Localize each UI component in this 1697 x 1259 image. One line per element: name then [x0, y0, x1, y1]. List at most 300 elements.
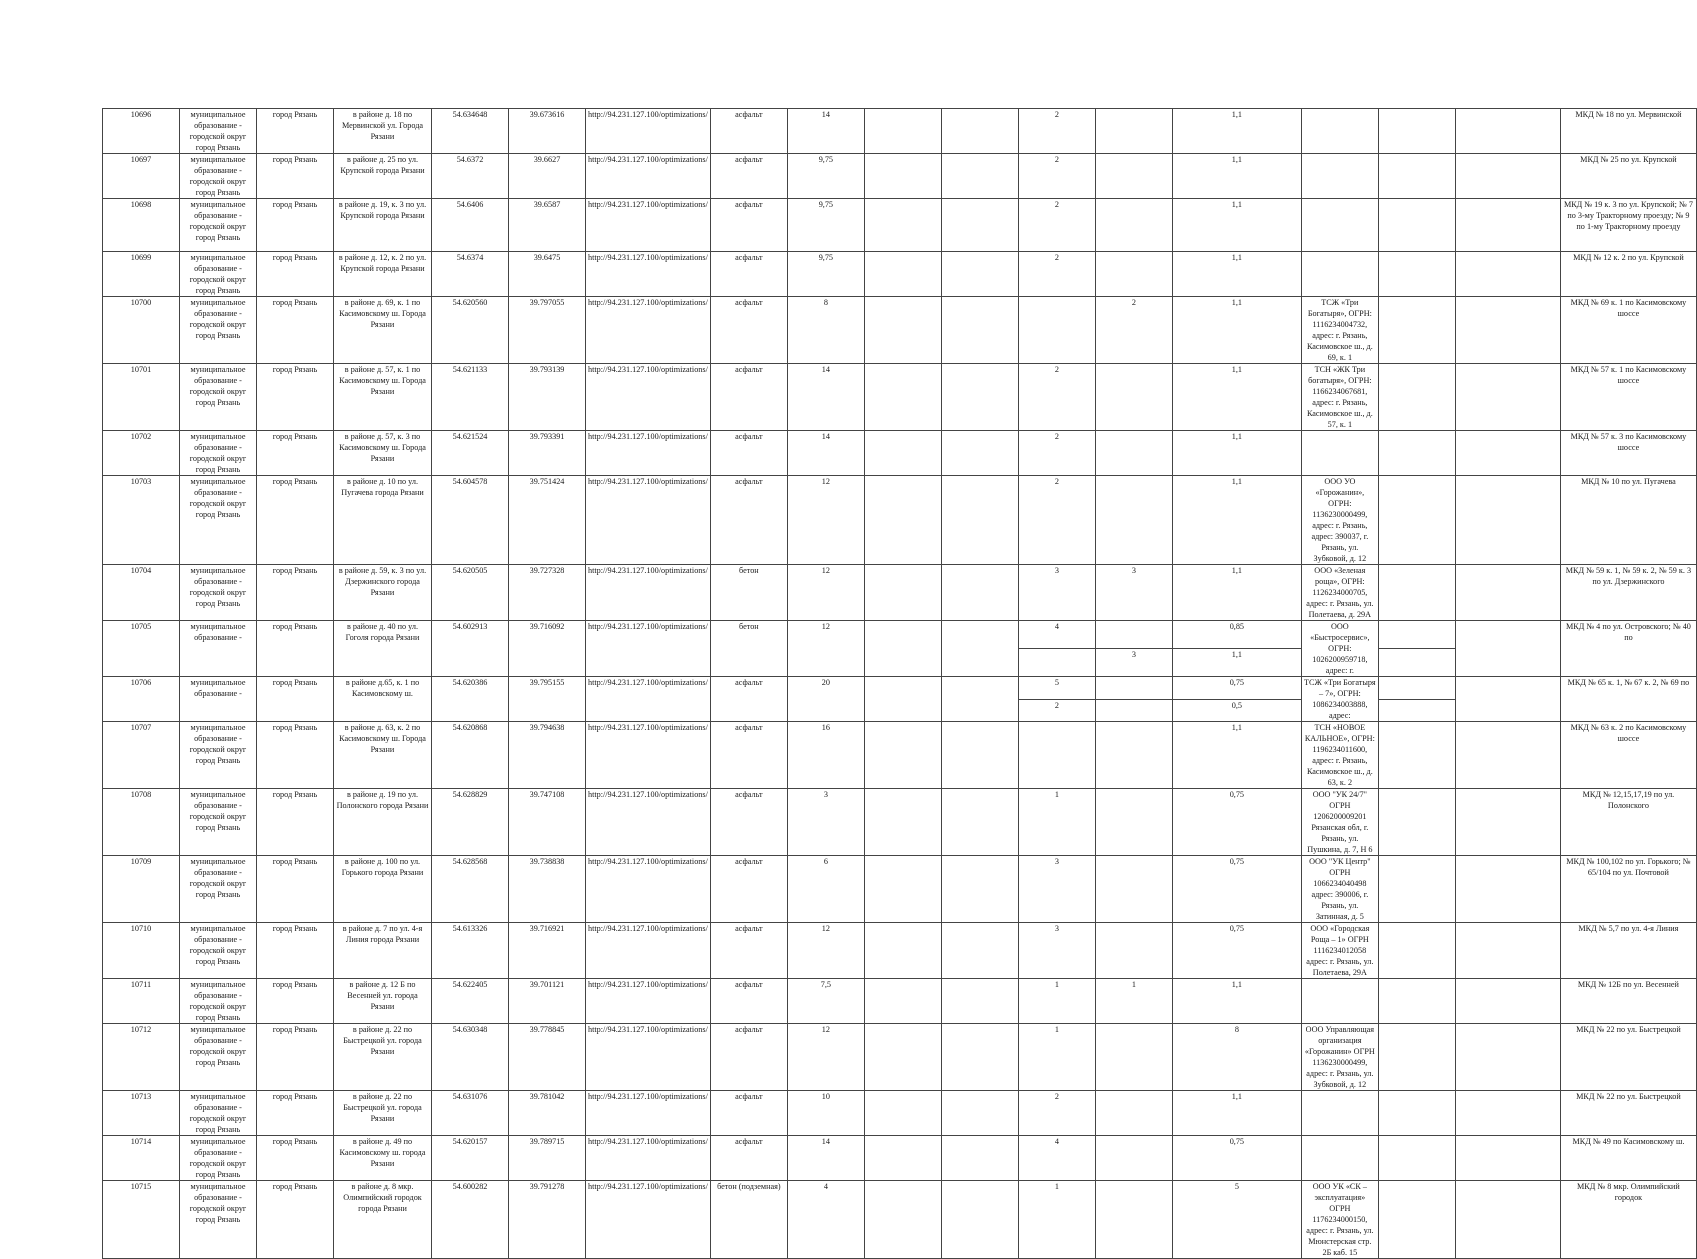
table-cell: в районе д. 57, к. 3 по Касимовскому ш. Города Рязани [334, 431, 432, 476]
table-row [103, 1024, 1697, 1091]
table-cell: 10699 [103, 252, 180, 297]
table-cell: МКД № 22 по ул. Быстрецкой [1560, 1024, 1696, 1091]
table-cell: в районе д. 19 по ул. Полонского города Рязани [334, 789, 432, 856]
table-cell: ООО «Быстросервис», ОГРН: 1026200959718, адрес: г. [1301, 621, 1378, 677]
table-cell [1455, 154, 1560, 199]
table-cell: в районе д. 7 по ул. 4-я Линия города Рязани [334, 923, 432, 979]
table-cell [864, 565, 941, 621]
table-cell: 2 [1018, 1091, 1095, 1136]
table-cell: ООО «Зеленая роща», ОГРН: 1126234000705, адрес: г. Рязань, ул. Полетаева, д. 29А [1301, 565, 1378, 621]
table-row [103, 109, 1697, 154]
table-cell: 4 [1018, 1136, 1095, 1181]
table-cell: 2 [1018, 364, 1095, 431]
table-cell: 1,1 [1172, 1091, 1301, 1136]
table-cell [1095, 476, 1172, 565]
table-cell: 2 [1018, 476, 1095, 565]
table-cell: МКД № 10 по ул. Пугачева [1560, 476, 1696, 565]
table-cell [1455, 856, 1560, 923]
table-cell: муниципальное образование - городской округ город Рязань [180, 297, 257, 364]
table-cell: муниципальное образование - городской округ город Рязань [180, 1024, 257, 1091]
table-cell [941, 1024, 1018, 1091]
table-cell: http://94.231.127.100/optimizations/ [586, 621, 711, 677]
table-cell: муниципальное образование - городской округ город Рязань [180, 154, 257, 199]
table-cell: 12 [787, 1024, 864, 1091]
table-cell: муниципальное образование - городской округ город Рязань [180, 199, 257, 252]
table-cell [941, 1136, 1018, 1181]
table-cell [1455, 431, 1560, 476]
table-cell: 39.794638 [509, 722, 586, 789]
table-cell [941, 722, 1018, 789]
table-cell: 10707 [103, 722, 180, 789]
table-cell: в районе д. 22 по Быстрецкой ул. города Рязани [334, 1091, 432, 1136]
table-cell [1378, 476, 1455, 565]
table-cell: 1,1 [1172, 565, 1301, 621]
table-cell: 0,75 [1172, 1136, 1301, 1181]
table-cell: http://94.231.127.100/optimizations/ [586, 252, 711, 297]
table-cell: асфальт [710, 1091, 787, 1136]
table-cell [864, 431, 941, 476]
table-cell: город Рязань [257, 789, 334, 856]
table-cell [941, 565, 1018, 621]
table-cell: муниципальное образование - городской округ город Рязань [180, 476, 257, 565]
table-cell: ТСЖ «Три Богатыря – 7», ОГРН: 1086234003888, адрес: [1301, 677, 1378, 722]
table-cell: http://94.231.127.100/optimizations/ [586, 364, 711, 431]
table-cell: 0,75 [1172, 789, 1301, 856]
table-cell [1095, 722, 1172, 789]
table-cell [1455, 565, 1560, 621]
table-cell [1455, 722, 1560, 789]
table-cell: 10712 [103, 1024, 180, 1091]
table-cell: 1,1 [1172, 364, 1301, 431]
table-cell: муниципальное образование - городской округ город Рязань [180, 923, 257, 979]
table-cell [1455, 109, 1560, 154]
table-cell: 39.673616 [509, 109, 586, 154]
table-cell [1378, 621, 1455, 649]
table-cell: в районе д. 19, к. 3 по ул. Крупской города Рязани [334, 199, 432, 252]
table-cell: 54.634648 [432, 109, 509, 154]
table-cell: асфальт [710, 109, 787, 154]
table-cell: 54.620560 [432, 297, 509, 364]
table-cell: 12 [787, 923, 864, 979]
table-cell [864, 1181, 941, 1259]
table-cell: ООО "УК 24/7" ОГРН 1206200009201 Рязанская обл, г. Рязань, ул. Пушкина, д. 7, Н 6 [1301, 789, 1378, 856]
table-cell: МКД № 65 к. 1, № 67 к. 2, № 69 по [1560, 677, 1696, 722]
table-cell: муниципальное образование - городской округ город Рязань [180, 431, 257, 476]
table-cell: город Рязань [257, 621, 334, 677]
table-cell: 1,1 [1172, 722, 1301, 789]
table-cell: 10704 [103, 565, 180, 621]
table-row [103, 789, 1697, 856]
table-cell: город Рязань [257, 364, 334, 431]
table-cell: город Рязань [257, 923, 334, 979]
table-cell: 39.6475 [509, 252, 586, 297]
table-cell [864, 364, 941, 431]
table-cell: 10 [787, 1091, 864, 1136]
table-cell [1095, 431, 1172, 476]
table-cell: ООО УК «СК – эксплуатация» ОГРН 1176234000150, адрес: г. Рязань, ул. Мюнстерская стр. 2Б каб. 15 [1301, 1181, 1378, 1259]
table-cell: 16 [787, 722, 864, 789]
table-cell [941, 199, 1018, 252]
table-cell: http://94.231.127.100/optimizations/ [586, 1091, 711, 1136]
table-cell [1378, 1136, 1455, 1181]
table-cell: асфальт [710, 923, 787, 979]
table-cell [1095, 699, 1172, 722]
table-row [103, 923, 1697, 979]
table-cell: http://94.231.127.100/optimizations/ [586, 154, 711, 199]
table-cell: муниципальное образование - городской округ город Рязань [180, 856, 257, 923]
table-row [103, 621, 1697, 649]
table-row [103, 722, 1697, 789]
table-cell [1378, 923, 1455, 979]
table-cell: 1,1 [1172, 199, 1301, 252]
table-cell: 54.620386 [432, 677, 509, 722]
table-cell: 3 [787, 789, 864, 856]
table-cell: 10706 [103, 677, 180, 722]
table-cell: асфальт [710, 297, 787, 364]
table-cell [1455, 364, 1560, 431]
table-cell [1378, 979, 1455, 1024]
table-cell: http://94.231.127.100/optimizations/ [586, 1181, 711, 1259]
table-row [103, 364, 1697, 431]
table-cell [1455, 1091, 1560, 1136]
table-cell [1378, 565, 1455, 621]
table-cell: в районе д. 12 Б по Весенней ул. города Рязани [334, 979, 432, 1024]
table-cell [1301, 199, 1378, 252]
table-cell: муниципальное образование - городской округ город Рязань [180, 252, 257, 297]
table-cell: 39.747108 [509, 789, 586, 856]
table-cell [864, 789, 941, 856]
table-cell: http://94.231.127.100/optimizations/ [586, 565, 711, 621]
table-cell [1378, 699, 1455, 722]
table-row [103, 199, 1697, 252]
table-cell [1095, 109, 1172, 154]
table-cell [941, 252, 1018, 297]
table-cell [1018, 722, 1095, 789]
table-cell: бетон [710, 621, 787, 677]
table-cell [1301, 109, 1378, 154]
table-cell: город Рязань [257, 252, 334, 297]
table-cell: в районе д. 69, к. 1 по Касимовскому ш. Города Рязани [334, 297, 432, 364]
table-cell: 39.793391 [509, 431, 586, 476]
table-cell: 10697 [103, 154, 180, 199]
table-cell: 7,5 [787, 979, 864, 1024]
table-cell [1378, 199, 1455, 252]
table-cell: 10703 [103, 476, 180, 565]
table-cell: 20 [787, 677, 864, 722]
table-cell: 39.795155 [509, 677, 586, 722]
table-cell [1455, 979, 1560, 1024]
table-cell: 10705 [103, 621, 180, 677]
table-cell [941, 677, 1018, 722]
table-cell: 2 [1018, 699, 1095, 722]
table-cell [941, 154, 1018, 199]
table-cell: муниципальное образование - городской округ город Рязань [180, 565, 257, 621]
table-cell: 1 [1018, 1181, 1095, 1259]
table-cell: бетон [710, 565, 787, 621]
table-cell: город Рязань [257, 1091, 334, 1136]
table-cell: 54.604578 [432, 476, 509, 565]
table-cell: http://94.231.127.100/optimizations/ [586, 109, 711, 154]
table-cell: МКД № 63 к. 2 по Касимовскому шоссе [1560, 722, 1696, 789]
table-cell: МКД № 8 мкр. Олимпийский городок [1560, 1181, 1696, 1259]
table-cell [864, 476, 941, 565]
table-cell: 12 [787, 476, 864, 565]
table-cell: город Рязань [257, 154, 334, 199]
table-cell [1455, 199, 1560, 252]
table-cell [1095, 1136, 1172, 1181]
table-cell: ТСН «ЖК Три богатыря», ОГРН: 1166234067681, адрес: г. Рязань, Касимовское ш., д. 57, к. 1 [1301, 364, 1378, 431]
table-cell: в районе д. 12, к. 2 по ул. Крупской города Рязани [334, 252, 432, 297]
table-cell: асфальт [710, 199, 787, 252]
table-cell: 54.621133 [432, 364, 509, 431]
table-cell: асфальт [710, 476, 787, 565]
table-cell: муниципальное образование - городской округ город Рязань [180, 722, 257, 789]
table-cell: город Рязань [257, 431, 334, 476]
table-cell: асфальт [710, 979, 787, 1024]
table-cell: 3 [1095, 649, 1172, 677]
table-cell [864, 1091, 941, 1136]
table-cell: http://94.231.127.100/optimizations/ [586, 789, 711, 856]
table-cell: 4 [787, 1181, 864, 1259]
table-row [103, 565, 1697, 621]
table-cell: 2 [1018, 109, 1095, 154]
table-cell: 54.628568 [432, 856, 509, 923]
table-cell [1378, 856, 1455, 923]
table-cell: муниципальное образование - городской округ город Рязань [180, 979, 257, 1024]
table-cell: асфальт [710, 154, 787, 199]
table-cell [941, 297, 1018, 364]
table-cell: 1,1 [1172, 297, 1301, 364]
table-cell: 54.631076 [432, 1091, 509, 1136]
table-cell: в районе д. 8 мкр. Олимпийский городок города Рязани [334, 1181, 432, 1259]
table-cell: асфальт [710, 856, 787, 923]
table-cell: город Рязань [257, 722, 334, 789]
table-cell: муниципальное образование - городской округ город Рязань [180, 364, 257, 431]
table-cell: 54.6406 [432, 199, 509, 252]
table-cell [1455, 789, 1560, 856]
table-cell: 39.778845 [509, 1024, 586, 1091]
table-cell: 39.738838 [509, 856, 586, 923]
table-cell: муниципальное образование - городской округ город Рязань [180, 1091, 257, 1136]
table-cell: МКД № 12,15,17,19 по ул. Полонского [1560, 789, 1696, 856]
table-cell: 39.716921 [509, 923, 586, 979]
table-row [103, 476, 1697, 565]
table-cell: 54.620868 [432, 722, 509, 789]
table-cell: http://94.231.127.100/optimizations/ [586, 722, 711, 789]
table-cell: муниципальное образование - [180, 677, 257, 722]
table-cell: город Рязань [257, 297, 334, 364]
table-cell: город Рязань [257, 109, 334, 154]
table-cell [1378, 677, 1455, 700]
table-cell [1455, 1181, 1560, 1259]
table-cell: 1 [1095, 979, 1172, 1024]
table-cell [1378, 722, 1455, 789]
table-cell: асфальт [710, 1136, 787, 1181]
table-row [103, 979, 1697, 1024]
table-cell: 10700 [103, 297, 180, 364]
table-cell [1455, 677, 1560, 722]
table-cell: город Рязань [257, 1136, 334, 1181]
table-cell: МКД № 18 по ул. Мервинской [1560, 109, 1696, 154]
table-cell [1095, 364, 1172, 431]
table-cell: асфальт [710, 252, 787, 297]
table-cell: 39.781042 [509, 1091, 586, 1136]
table-cell: ООО "УК Центр" ОГРН 1066234040498 адрес: 390006, г. Рязань, ул. Затинная, д. 5 [1301, 856, 1378, 923]
table-cell: в районе д. 25 по ул. Крупской города Рязани [334, 154, 432, 199]
table-cell [1378, 364, 1455, 431]
table-cell: 39.797055 [509, 297, 586, 364]
table-cell [1095, 1181, 1172, 1259]
table-cell: 10696 [103, 109, 180, 154]
table-cell: муниципальное образование - городской округ город Рязань [180, 1136, 257, 1181]
table-cell [864, 1024, 941, 1091]
table-cell: 1 [1018, 979, 1095, 1024]
table-cell: 10711 [103, 979, 180, 1024]
table-cell: 5 [1172, 1181, 1301, 1259]
table-cell: ТСЖ «Три Богатыря», ОГРН: 1116234004732, адрес: г. Рязань, Касимовское ш., д. 69, к. 1 [1301, 297, 1378, 364]
table-cell: МКД № 57 к. 3 по Касимовскому шоссе [1560, 431, 1696, 476]
table-cell: 54.620157 [432, 1136, 509, 1181]
table-cell [941, 923, 1018, 979]
table-cell [1455, 252, 1560, 297]
table-cell [1378, 297, 1455, 364]
table-cell: 2 [1018, 154, 1095, 199]
table-cell: город Рязань [257, 1181, 334, 1259]
table-cell [1455, 1136, 1560, 1181]
table-cell: 39.751424 [509, 476, 586, 565]
table-cell: 0,75 [1172, 856, 1301, 923]
table-cell: 54.6372 [432, 154, 509, 199]
table-row [103, 252, 1697, 297]
table-cell: МКД № 100,102 по ул. Горького; № 65/104 по ул. Почтовой [1560, 856, 1696, 923]
table-cell [864, 677, 941, 722]
table-cell [1378, 1091, 1455, 1136]
table-cell: город Рязань [257, 1024, 334, 1091]
table-cell: 10710 [103, 923, 180, 979]
table-row [103, 154, 1697, 199]
table-cell: 54.6374 [432, 252, 509, 297]
table-cell: город Рязань [257, 677, 334, 722]
table-cell: 1 [1018, 789, 1095, 856]
table-cell [1378, 1181, 1455, 1259]
table-cell: в районе д. 100 по ул. Горького города Рязани [334, 856, 432, 923]
table-cell [864, 297, 941, 364]
table-cell: ООО «Городская Роща – 1» ОГРН 1116234012058 адрес: г. Рязань, ул. Полетаева, 29А [1301, 923, 1378, 979]
table-cell: 1,1 [1172, 431, 1301, 476]
table-cell: в районе д. 49 по Касимовскому ш. города Рязани [334, 1136, 432, 1181]
table-cell: 10698 [103, 199, 180, 252]
table-cell [1095, 1024, 1172, 1091]
table-cell: ООО Управляющая организация «Горожанин» ОГРН 1136230000499, адрес: г. Рязань, ул. Зубковой, д. 12 [1301, 1024, 1378, 1091]
table-cell: ООО УО «Горожанин», ОГРН: 1136230000499, адрес: г. Рязань, адрес: 390037, г. Рязань, ул. Зубковой, д. 12 [1301, 476, 1378, 565]
table-cell: 10713 [103, 1091, 180, 1136]
table-cell [941, 1181, 1018, 1259]
table-cell: 2 [1018, 252, 1095, 297]
table-cell: http://94.231.127.100/optimizations/ [586, 979, 711, 1024]
table-cell [941, 789, 1018, 856]
table-cell: 54.628829 [432, 789, 509, 856]
table-cell: 54.622405 [432, 979, 509, 1024]
table-row [103, 677, 1697, 700]
table-cell: http://94.231.127.100/optimizations/ [586, 856, 711, 923]
table-cell: МКД № 49 по Касимовскому ш. [1560, 1136, 1696, 1181]
table-cell [1018, 297, 1095, 364]
table-cell [941, 856, 1018, 923]
table-cell [1455, 621, 1560, 677]
table-cell: город Рязань [257, 565, 334, 621]
table-cell [941, 476, 1018, 565]
table-cell: 3 [1018, 856, 1095, 923]
table-cell: 39.727328 [509, 565, 586, 621]
table-cell: 3 [1095, 565, 1172, 621]
table-cell [1301, 1091, 1378, 1136]
table-cell [864, 621, 941, 677]
table-cell: 0,85 [1172, 621, 1301, 649]
table-cell [1095, 677, 1172, 700]
table-cell: МКД № 4 по ул. Островского; № 40 по [1560, 621, 1696, 677]
table-cell: МКД № 57 к. 1 по Касимовскому шоссе [1560, 364, 1696, 431]
table-cell [1095, 856, 1172, 923]
table-cell [1378, 649, 1455, 677]
table-cell: 39.791278 [509, 1181, 586, 1259]
table-cell: 1,1 [1172, 109, 1301, 154]
table-cell: 2 [1095, 297, 1172, 364]
table-cell: 3 [1018, 565, 1095, 621]
table-cell: 54.620505 [432, 565, 509, 621]
table-cell [864, 1136, 941, 1181]
table-cell: 1,1 [1172, 252, 1301, 297]
table-cell: в районе д.65, к. 1 по Касимовскому ш. [334, 677, 432, 722]
table-cell [864, 979, 941, 1024]
data-table [102, 108, 1697, 1259]
table-row [103, 297, 1697, 364]
table-cell: 1,1 [1172, 154, 1301, 199]
table-cell: МКД № 25 по ул. Крупской [1560, 154, 1696, 199]
table-cell: 39.6587 [509, 199, 586, 252]
table-cell [1018, 649, 1095, 677]
table-cell: 54.600282 [432, 1181, 509, 1259]
table-cell [864, 109, 941, 154]
table-cell: 39.701121 [509, 979, 586, 1024]
table-cell: 39.716092 [509, 621, 586, 677]
table-cell [864, 856, 941, 923]
table-cell [941, 431, 1018, 476]
table-cell: 1 [1018, 1024, 1095, 1091]
table-cell [1095, 789, 1172, 856]
table-cell: 39.793139 [509, 364, 586, 431]
table-cell: http://94.231.127.100/optimizations/ [586, 923, 711, 979]
table-cell [941, 621, 1018, 677]
table-cell: 12 [787, 565, 864, 621]
table-cell: 10709 [103, 856, 180, 923]
table-cell: 54.630348 [432, 1024, 509, 1091]
table-cell: 0,5 [1172, 699, 1301, 722]
table-cell: асфальт [710, 364, 787, 431]
table-cell: асфальт [710, 677, 787, 722]
table-cell [864, 923, 941, 979]
table-cell: 14 [787, 1136, 864, 1181]
table-cell [864, 154, 941, 199]
table-cell [1455, 476, 1560, 565]
table-cell [864, 252, 941, 297]
table-cell [1378, 789, 1455, 856]
table-cell: 10715 [103, 1181, 180, 1259]
table-cell: 3 [1018, 923, 1095, 979]
table-cell [1301, 252, 1378, 297]
table-row [103, 856, 1697, 923]
table-cell: муниципальное образование - [180, 621, 257, 677]
table-cell: 39.6627 [509, 154, 586, 199]
